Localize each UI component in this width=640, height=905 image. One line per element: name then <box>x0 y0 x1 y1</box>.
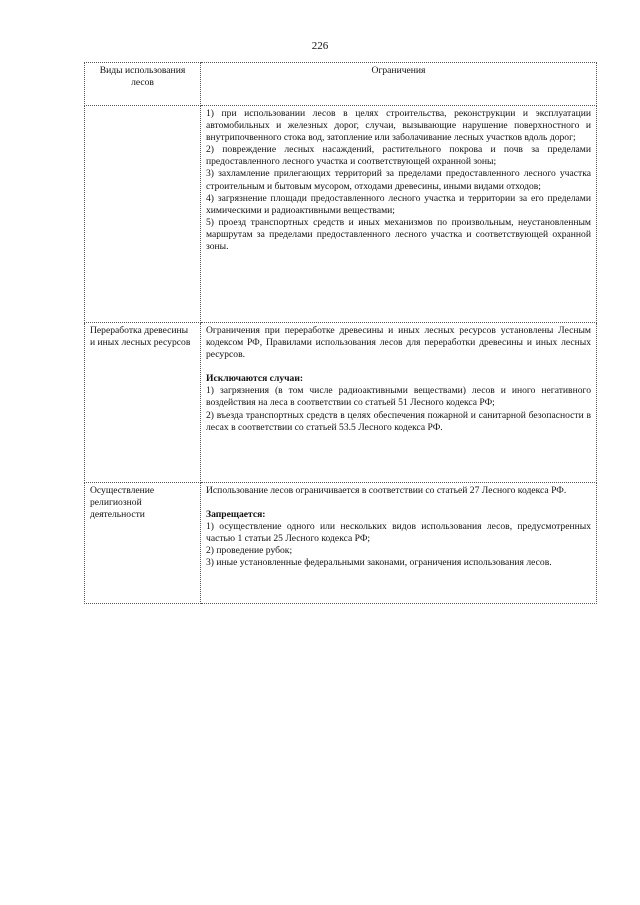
restriction-item: 1) загрязнения (в том числе радиоактивными веществами) лесов и иного негативного воздействия на леса в соответствии со статьей 51 Лесного кодекса РФ; <box>206 385 591 409</box>
restriction-item: 3) иные установленные федеральными законами, ограничения использования лесов. <box>206 557 552 569</box>
table-header-row <box>85 63 597 106</box>
table-row <box>85 483 597 604</box>
row-restrictions-cell <box>201 483 597 604</box>
restriction-item: 5) проезд транспортных средств и иных механизмов по произвольным, неустановленным маршрутам за пределами предоставленного лесного участка и соответствующей охранной зоны. <box>206 216 591 253</box>
row-restrictions-cell <box>201 106 597 323</box>
header-restrictions: Ограничения <box>201 63 597 106</box>
restriction-item: 2) проведение рубок; <box>206 545 293 557</box>
restriction-heading: Исключаются случаи: <box>206 373 304 385</box>
page-number: 226 <box>311 40 329 52</box>
restriction-intro: Использование лесов ограничивается в соответствии со статьей 27 Лесного кодекса РФ. <box>206 485 567 496</box>
restriction-item: 3) захламление прилегающих территорий за пределами предоставленного лесного участка строительным и бытовым мусором, отходами древесины, иными видами отходов; <box>206 168 591 192</box>
restriction-heading: Запрещается: <box>206 509 266 521</box>
restriction-item: 4) загрязнение площади предоставленного лесного участка и территории за его пределами химическими и радиоактивными веществами; <box>206 192 591 216</box>
restriction-item: 1) при использовании лесов в целях строительства, реконструкции и эксплуатации автомобильных и железных дорог, случаи, вызывающие нарушение поверхностного и внутрипочвенного стока вод, затопление или заболачивание лесных участков вдоль дорог; <box>206 108 591 144</box>
restriction-item: 2) повреждение лесных насаждений, растительного покрова и почв за пределами предоставленного лесного участка и соответствующей охранной зоны; <box>206 144 591 168</box>
row-kind-cell: Переработка древесины и иных лесных ресурсов <box>85 323 201 483</box>
table-row <box>85 106 597 323</box>
restriction-item: 1) осуществление одного или нескольких видов использования лесов, предусмотренных частью 1 статьи 25 Лесного кодекса РФ; <box>206 521 591 545</box>
header-kind: Виды использования лесов <box>85 63 201 106</box>
row-kind-cell <box>85 106 201 323</box>
table-row <box>85 323 597 483</box>
restriction-item: 2) въезда транспортных средств в целях обеспечения пожарной и санитарной безопасности в лесах в соответствии со статьей 53.5 Лесного кодекса РФ. <box>206 409 591 433</box>
restriction-intro: Ограничения при переработке древесины и иных лесных ресурсов установлены Лесным кодексом РФ, Правилами использования лесов для переработки древесины и иных лесных ресурсов. <box>206 325 591 361</box>
restrictions-table <box>84 62 597 604</box>
row-kind-cell: Осуществление религиозной деятельности <box>85 483 201 604</box>
row-restrictions-cell <box>201 323 597 483</box>
